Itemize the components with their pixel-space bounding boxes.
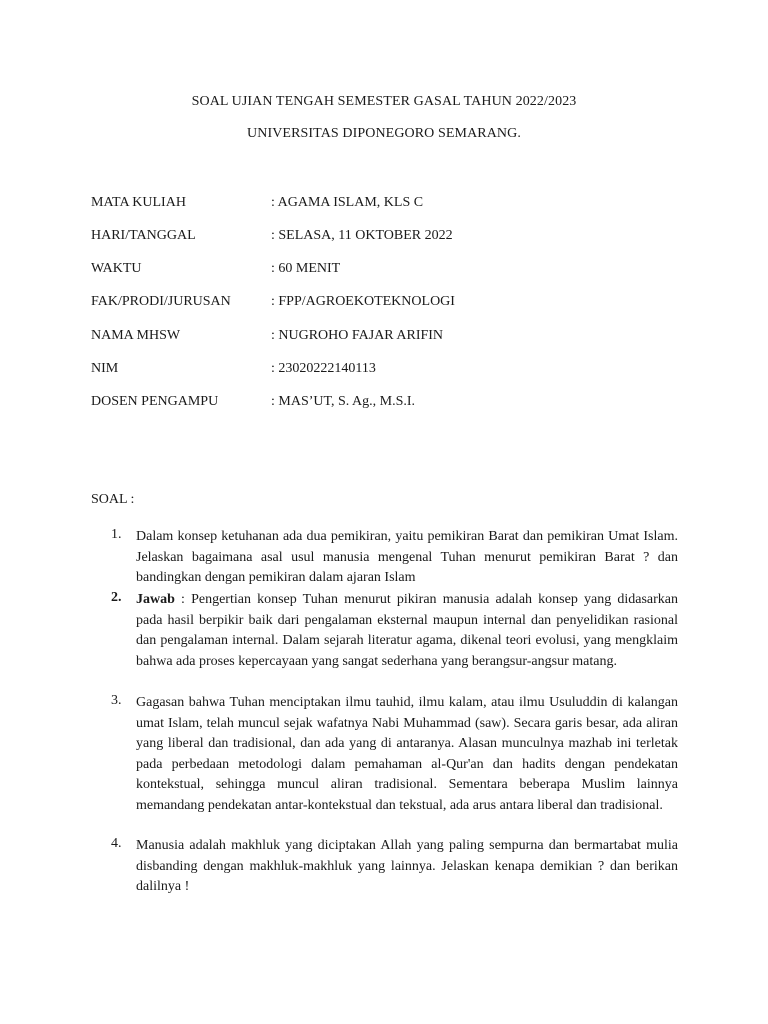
question-text: Manusia adalah makhluk yang diciptakan Allah yang paling sempurna dan bermartabat mulia disbanding dengan makhluk-makhluk yang lainnya. Jelaskan kenapa demikian ? dan berikan dalilnya ! [136,838,678,894]
info-value: : 23020222140113 [271,361,376,376]
info-label: NAMA MHSW [91,328,181,343]
question-number: 1. [111,527,122,542]
jawab-label: Jawab [136,592,175,607]
university-name: UNIVERSITAS DIPONEGORO SEMARANG. [247,126,521,141]
info-value: : 60 MENIT [271,261,341,276]
answer-text [136,590,678,672]
info-label: MATA KULIAH [91,195,186,210]
question-number: 3. [111,693,122,708]
answer-body: : Pengertian konsep Tuhan menurut pikiran manusia adalah konsep yang didasarkan pada hasil berpikir baik dari pengalaman eksternal maupun internal dan penyelidikan rasional dan pengalaman internal. Dalam sejarah literatur agama, dikenal teori evolusi, yang mengklaim bahwa ada proses kepercayaan yang sangat sederhana yang berangsur-angsur matang. [136,592,678,669]
info-value: : FPP/AGROEKOTEKNOLOGI [271,294,455,309]
question-text: Dalam konsep ketuhanan ada dua pemikiran, yaitu pemikiran Barat dan pemikiran Umat Islam. Jelaskan bagaimana asal usul manusia mengenal Tuhan menurut pemikiran Barat ? dan bandingkan dengan pemikiran dalam ajaran Islam [136,529,678,585]
question-number: 4. [111,836,122,851]
question-text: Gagasan bahwa Tuhan menciptakan ilmu tauhid, ilmu kalam, atau ilmu Usuluddin di kalangan umat Islam, telah muncul sejak wafatnya Nabi Muhammad (saw). Secara garis besar, ada aliran yang liberal dan tradisional, dan ada yang di antaranya. Alasan munculnya mazhab ini terletak pada perbedaan metodologi dalam pemahaman al-Qur'an dan hadits dengan pendekatan kontekstual, sehingga muncul aliran tradisional. Sementara beberapa Muslim lainnya memandang pendekatan antar-kontekstual dan tekstual, ada arus antara liberal dan tradisional. [136,695,678,813]
info-value: : SELASA, 11 OKTOBER 2022 [271,228,453,243]
info-label: HARI/TANGGAL [91,228,196,243]
info-label: NIM [91,361,119,376]
info-label: DOSEN PENGAMPU [91,394,219,409]
soal-heading: SOAL : [91,492,135,507]
info-value: : MAS’UT, S. Ag., M.S.I. [271,394,416,409]
info-label: WAKTU [91,261,142,276]
info-value: : NUGROHO FAJAR ARIFIN [271,328,444,343]
info-value: : AGAMA ISLAM, KLS C [271,195,424,210]
info-label: FAK/PRODI/JURUSAN [91,294,231,309]
exam-title: SOAL UJIAN TENGAH SEMESTER GASAL TAHUN 2022/2023 [191,94,577,109]
question-number: 2. [111,590,122,605]
